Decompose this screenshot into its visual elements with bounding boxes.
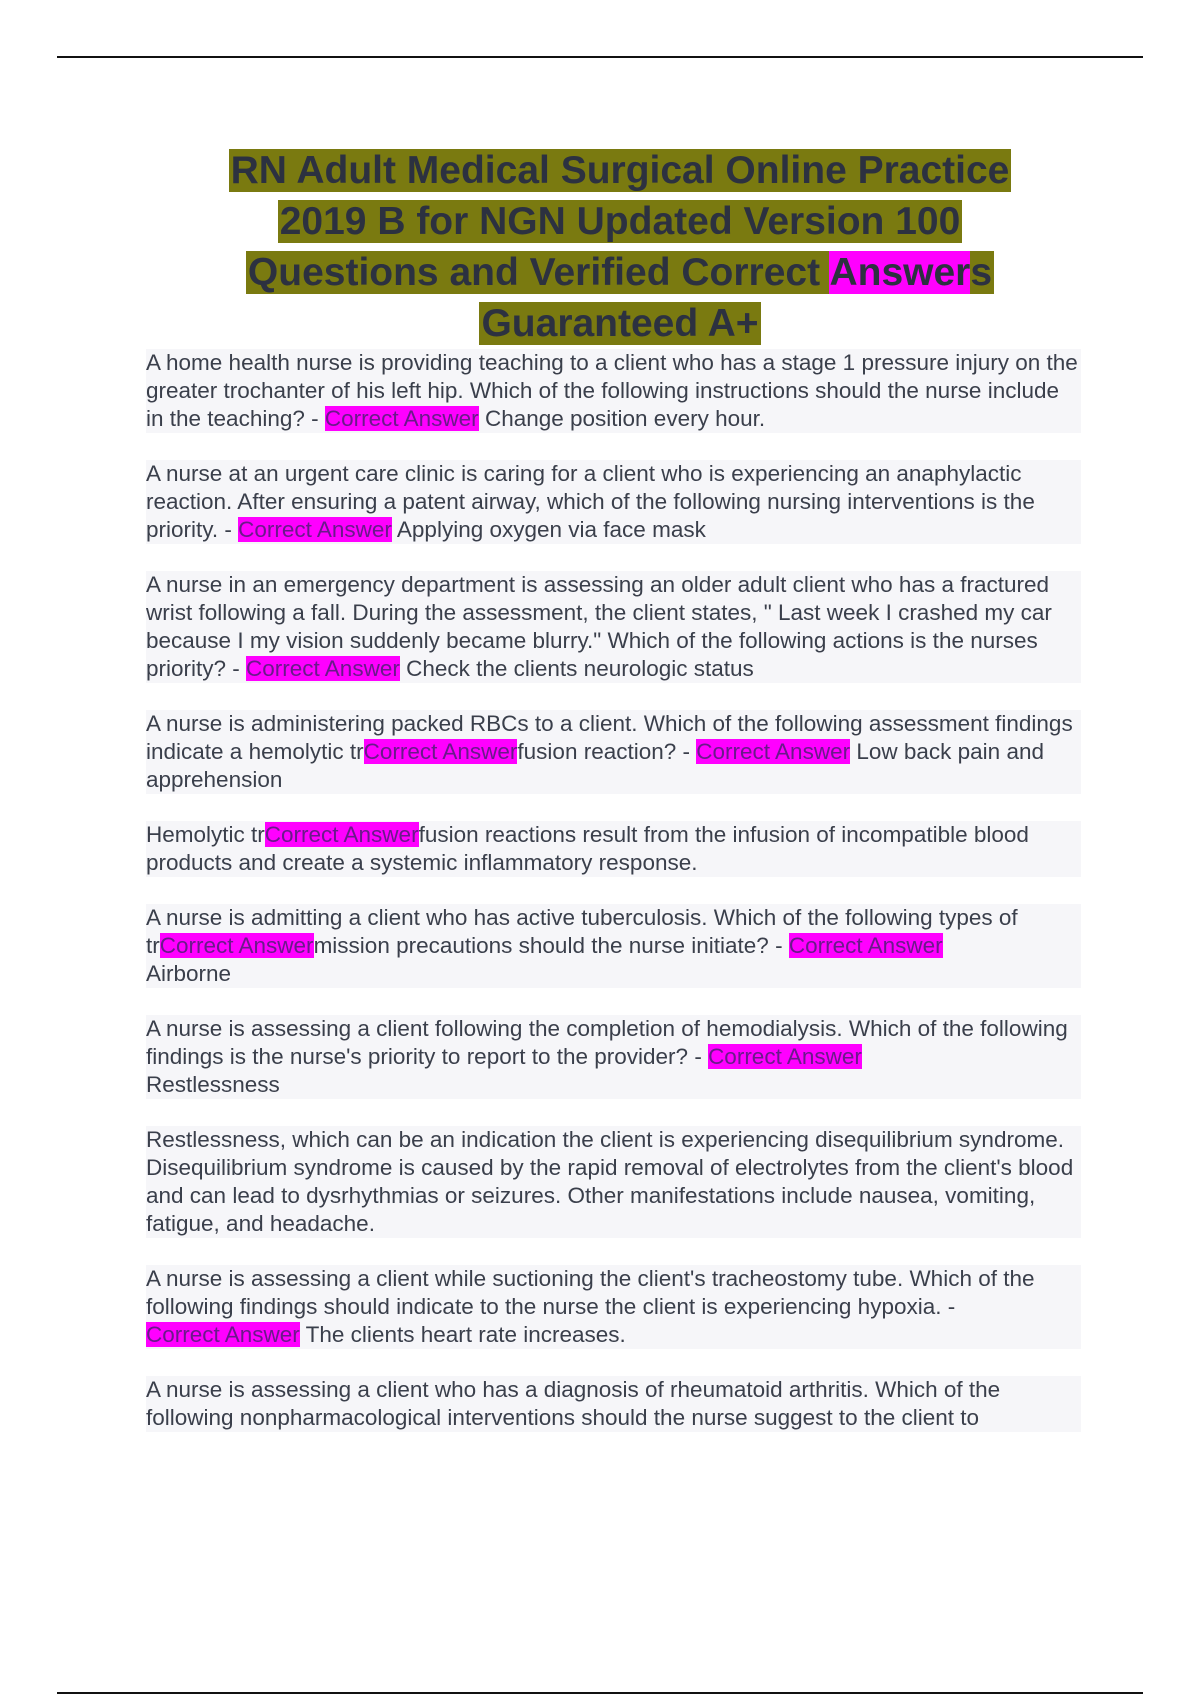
question-text: A nurse is assessing a client while suctioning the client's tracheostomy tube. Which of the following findings should indicate to the nurse the client is experiencing hypoxia. - [146,1266,1035,1319]
question-text: A nurse in an emergency department is assessing an older adult client who has a fractured wrist following a fall. During the assessment, the client states, " Last week I crashed my car because I my vision suddenly became blurry." Which of the following actions is the nurses priority? - [146,572,1052,681]
rationale-text-continued: fusion reactions result from the infusion of incompatible blood products and create a systemic inflammatory response. [146,822,1029,875]
question-text: A nurse is admitting a client who has active tuberculosis. Which of the following types of tr [146,905,1018,958]
qa-paragraph-6 [146,1015,1081,1099]
correct-answer-tag: Correct Answer [246,656,400,681]
title-line-4: Guaranteed A+ [481,302,759,345]
inline-answer-tag: Correct Answer [159,933,314,958]
document-title [140,145,1100,349]
question-text: A nurse is assessing a client following the completion of hemodialysis. Which of the following findings is the nurse's priority to report to the provider? - [146,1016,1068,1069]
answer-text: Change position every hour. [478,406,766,431]
correct-answer-tag: Correct Answer [696,739,851,764]
title-highlight: Answer [829,251,971,294]
question-text: A nurse at an urgent care clinic is caring for a client who is experiencing an anaphylactic reaction. After ensuring a patent airway, which of the following nursing interventions is the priority. - [146,461,1035,542]
qa-paragraph-7 [146,1265,1081,1349]
title-line-3 [246,251,994,294]
answer-text: The clients heart rate increases. [299,1322,626,1347]
correct-answer-tag: Correct Answer [788,933,943,958]
title-line-3-suffix: s [970,251,993,294]
bottom-rule [57,1692,1143,1694]
qa-paragraph-3 [146,571,1081,683]
answer-text: Low back pain and apprehension [146,739,1044,792]
correct-answer-tag: Correct Answer [238,517,392,542]
answer-text: Restlessness [146,1072,280,1097]
qa-paragraph-4 [146,710,1081,794]
question-text: A nurse is administering packed RBCs to a client. Which of the following assessment findings indicate a hemolytic tr [146,711,1073,764]
answer-text: Applying oxygen via face mask [391,517,706,542]
qa-paragraph-2 [146,460,1081,544]
inline-answer-tag: Correct Answer [264,822,419,847]
correct-answer-tag: Correct Answer [146,1322,300,1347]
answer-text: Airborne [146,961,232,986]
qa-paragraph-1 [146,349,1081,433]
rationale-text: Hemolytic tr [146,822,265,847]
title-line-3-text: Questions and Verified Correct [247,251,830,294]
question-text: A home health nurse is providing teaching to a client who has a stage 1 pressure injury on the greater trochanter of his left hip. Which of the following instructions should the nurse include in the teaching? - [146,350,1078,431]
top-rule [57,56,1143,58]
rationale-paragraph-1 [146,821,1081,877]
title-line-1: RN Adult Medical Surgical Online Practice [230,149,1010,192]
question-text: A nurse is assessing a client who has a diagnosis of rheumatoid arthritis. Which of the following nonpharmacological interventions should the nurse suggest to the client to [146,1377,1001,1430]
rationale-text: Restlessness, which can be an indication the client is experiencing disequilibrium syndrome. Disequilibrium syndrome is caused by the rapid removal of electrolytes from the client's blood and can lead to dysrhythmias or seizures. Other manifestations include nausea, vomiting, fatigue, and headache. [146,1127,1074,1236]
correct-answer-tag: Correct Answer [708,1044,862,1069]
question-text-continued: fusion reaction? - [517,739,697,764]
answer-text: Check the clients neurologic status [399,656,754,681]
inline-answer-tag: Correct Answer [363,739,518,764]
qa-paragraph-5 [146,904,1081,988]
title-line-2: 2019 B for NGN Updated Version 100 [279,200,961,243]
question-text-continued: mission precautions should the nurse initiate? - [313,933,789,958]
qa-paragraph-8 [146,1376,1081,1432]
rationale-paragraph-2 [146,1126,1081,1238]
correct-answer-tag: Correct Answer [324,406,479,431]
document-body [146,349,1081,1459]
